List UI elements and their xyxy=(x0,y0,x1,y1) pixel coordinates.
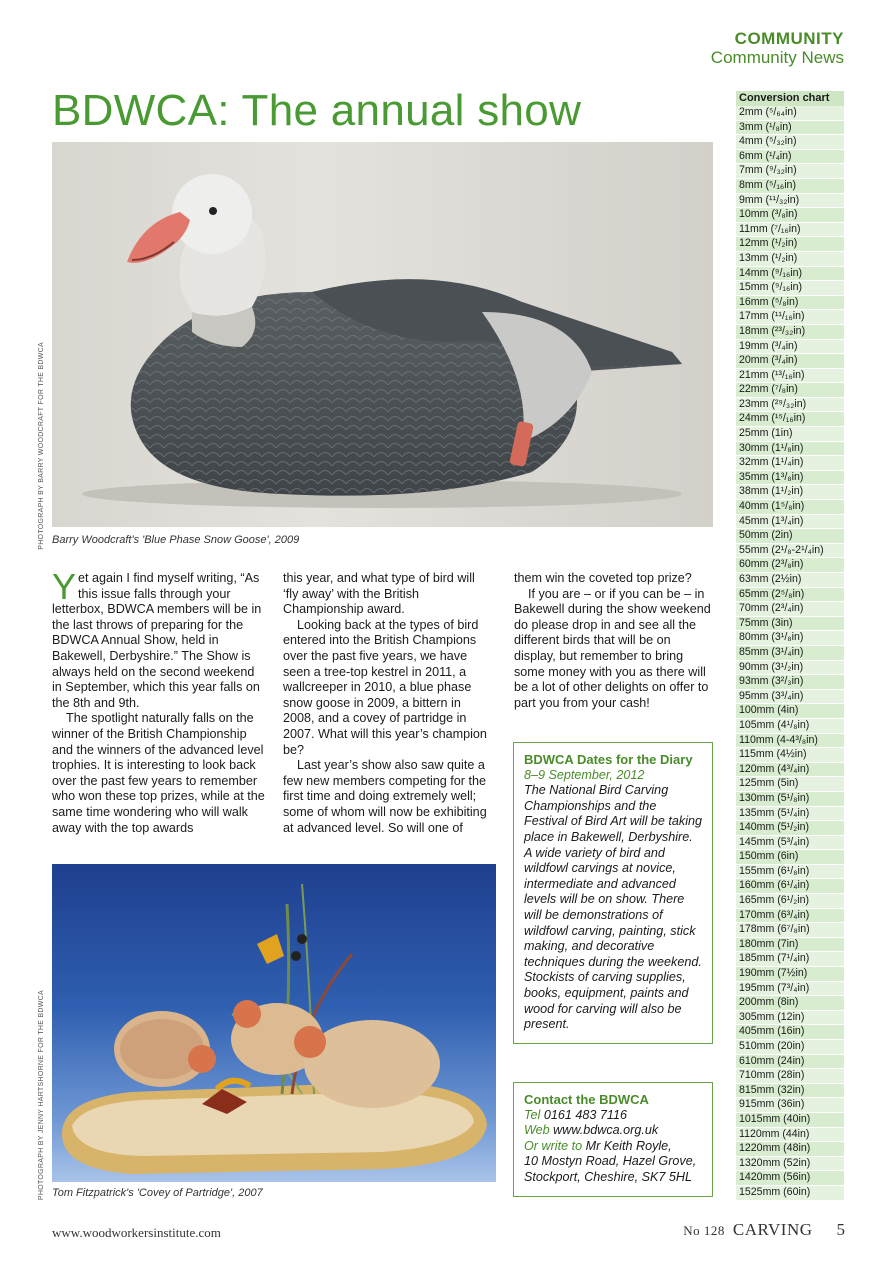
write-label: Or write to xyxy=(524,1138,583,1153)
conversion-row: 1120mm (44in) xyxy=(736,1128,844,1143)
conversion-row: 178mm (6⁷/₈in) xyxy=(736,923,844,938)
snow-goose-illustration xyxy=(52,142,713,527)
address-line-1: Mr Keith Royle, xyxy=(585,1138,672,1153)
conversion-row: 35mm (1³/₈in) xyxy=(736,471,844,486)
conversion-row: 22mm (⁷/₈in) xyxy=(736,383,844,398)
article-p1: et again I find myself writing, “As this issue falls through your letterbox, BDWCA members will be in the last throws of preparing for the BDWCA Annual Show, held in Bakewell, Derbyshire.” The Show is always held on the second weekend in September, which this year falls on the 8th and 9th. xyxy=(52,571,262,710)
conversion-row: 185mm (7¹/₄in) xyxy=(736,952,844,967)
article-p4: Looking back at the types of bird entered into the British Champions over the past five years, we have seen a tree-top kestrel in 2011, a wallcreeper in 2010, a blue phase snow goose in 2009, a bittern in 2008, and a covey of partridge in 2007. What will this year’s champion be? xyxy=(283,617,487,757)
issue-number: No 128 xyxy=(683,1223,725,1238)
section-header xyxy=(711,30,844,68)
conversion-row: 130mm (5¹/₈in) xyxy=(736,792,844,807)
conversion-chart xyxy=(736,91,844,1201)
conversion-row: 7mm (⁹/₃₂in) xyxy=(736,164,844,179)
article-col-2 xyxy=(283,571,489,836)
conversion-row: 93mm (3²/₃in) xyxy=(736,675,844,690)
conversion-row: 815mm (32in) xyxy=(736,1084,844,1099)
conversion-row: 6mm (¹/₄in) xyxy=(736,150,844,165)
photo-credit-goose: PHOTOGRAPH BY BARRY WOODCRAFT FOR THE BDWCA xyxy=(38,342,45,550)
conversion-row: 95mm (3³/₄in) xyxy=(736,690,844,705)
contact-box xyxy=(513,1082,713,1197)
conversion-row: 14mm (⁹/₁₆in) xyxy=(736,267,844,282)
article-col-3 xyxy=(514,571,714,711)
photo-credit-partridge: PHOTOGRAPH BY JENNY HARTSHORNE FOR THE BDWCA xyxy=(38,990,45,1201)
conversion-row: 405mm (16in) xyxy=(736,1025,844,1040)
article-p6: them win the coveted top prize? xyxy=(514,571,692,585)
article-col-1 xyxy=(52,566,265,836)
conversion-row: 9mm (¹¹/₃₂in) xyxy=(736,194,844,209)
conversion-row: 85mm (3¹/₄in) xyxy=(736,646,844,661)
conversion-row: 21mm (¹³/₁₆in) xyxy=(736,369,844,384)
conversion-row: 12mm (¹/₂in) xyxy=(736,237,844,252)
conversion-row: 165mm (6¹/₂in) xyxy=(736,894,844,909)
tel-label: Tel xyxy=(524,1107,541,1122)
footer-url: www.woodworkersinstitute.com xyxy=(52,1225,221,1240)
section-label: COMMUNITY xyxy=(734,29,844,48)
conversion-row: 55mm (2¹/₈-2¹/₄in) xyxy=(736,544,844,559)
conversion-row: 80mm (3¹/₈in) xyxy=(736,631,844,646)
diary-body: The National Bird Carving Championships and the Festival of Bird Art will be taking place in Bakewell, Derbyshire. A wide variety of bird and wildfowl carvings at novice, intermediate and advanced levels will be on show. There will be demonstrations of wildfowl carving, painting, stick making, and decorative techniques during the weekend. Stockists of carving supplies, books, equipment, paints and wood for carving will also be present. xyxy=(524,783,703,1032)
partridge-illustration xyxy=(52,864,496,1182)
conversion-row: 710mm (28in) xyxy=(736,1069,844,1084)
conversion-row: 190mm (7½in) xyxy=(736,967,844,982)
photo-partridge xyxy=(52,864,496,1182)
page-number: 5 xyxy=(836,1220,845,1239)
conversion-row: 8mm (⁵/₁₆in) xyxy=(736,179,844,194)
conversion-row: 23mm (²⁹/₃₂in) xyxy=(736,398,844,413)
section-sub: Community News xyxy=(710,48,844,67)
tel-value: 0161 483 7116 xyxy=(543,1107,627,1122)
conversion-row: 24mm (¹⁵/₁₆in) xyxy=(736,412,844,427)
web-label: Web xyxy=(524,1123,550,1138)
conversion-row: 2mm (⁵/₆₄in) xyxy=(736,106,844,121)
conversion-row: 155mm (6¹/₈in) xyxy=(736,865,844,880)
caption-goose: Barry Woodcraft's 'Blue Phase Snow Goose', 2009 xyxy=(52,534,300,546)
conversion-row: 125mm (5in) xyxy=(736,777,844,792)
conversion-row: 15mm (⁹/₁₆in) xyxy=(736,281,844,296)
diary-heading: BDWCA Dates for the Diary xyxy=(524,752,693,767)
conversion-row: 1420mm (56in) xyxy=(736,1171,844,1186)
address-line-3: Stockport, Cheshire, SK7 5HL xyxy=(524,1169,692,1184)
article-p3: this year, and what type of bird will ‘fly away’ with the British Championship award. xyxy=(283,571,475,617)
conversion-row: 510mm (20in) xyxy=(736,1040,844,1055)
conversion-row: 19mm (³/₄in) xyxy=(736,340,844,355)
conversion-row: 65mm (2⁵/₈in) xyxy=(736,588,844,603)
drop-cap: Y xyxy=(52,566,77,607)
conversion-row: 60mm (2³/₈in) xyxy=(736,558,844,573)
conversion-row: 40mm (1⁵/₈in) xyxy=(736,500,844,515)
conversion-row: 1320mm (52in) xyxy=(736,1157,844,1172)
conversion-row: 180mm (7in) xyxy=(736,938,844,953)
conversion-rows xyxy=(736,106,844,1201)
conversion-row: 305mm (12in) xyxy=(736,1011,844,1026)
conversion-row: 32mm (1¹/₄in) xyxy=(736,456,844,471)
conversion-row: 3mm (¹/₈in) xyxy=(736,121,844,136)
conversion-row: 13mm (¹/₂in) xyxy=(736,252,844,267)
conversion-row: 38mm (1¹/₂in) xyxy=(736,485,844,500)
conversion-row: 115mm (4½in) xyxy=(736,748,844,763)
conversion-row: 120mm (4³/₄in) xyxy=(736,763,844,778)
conversion-row: 50mm (2in) xyxy=(736,529,844,544)
conversion-row: 160mm (6¹/₄in) xyxy=(736,879,844,894)
conversion-row: 10mm (³/₈in) xyxy=(736,208,844,223)
conversion-row: 75mm (3in) xyxy=(736,617,844,632)
article-p2: The spotlight naturally falls on the winner of the British Championship and the winners of the advanced level trophies. It is interesting to look back over the past few years to remember who won these top prizes, while at the same time wondering who will walk away with the top awards xyxy=(52,711,265,835)
conversion-row: 150mm (6in) xyxy=(736,850,844,865)
conversion-row: 20mm (³/₄in) xyxy=(736,354,844,369)
conversion-row: 610mm (24in) xyxy=(736,1055,844,1070)
conversion-row: 45mm (1³/₄in) xyxy=(736,515,844,530)
conversion-row: 18mm (²³/₃₂in) xyxy=(736,325,844,340)
magazine-name: CARVING xyxy=(732,1220,813,1239)
article-p5: Last year’s show also saw quite a few new members competing for the first time and doing extremely well; some of whom will now be exhibiting at advanced level. So will one of xyxy=(283,758,487,835)
photo-snow-goose xyxy=(52,142,713,527)
conversion-row: 110mm (4-4³/₈in) xyxy=(736,734,844,749)
footer-right xyxy=(683,1220,845,1240)
conversion-row: 915mm (36in) xyxy=(736,1098,844,1113)
conversion-row: 17mm (¹¹/₁₆in) xyxy=(736,310,844,325)
conversion-row: 145mm (5³/₄in) xyxy=(736,836,844,851)
conversion-row: 90mm (3¹/₂in) xyxy=(736,661,844,676)
web-value: www.bdwca.org.uk xyxy=(553,1123,659,1138)
conversion-row: 1015mm (40in) xyxy=(736,1113,844,1128)
conversion-row: 63mm (2½in) xyxy=(736,573,844,588)
contact-heading: Contact the BDWCA xyxy=(524,1092,649,1107)
conversion-row: 11mm (⁷/₁₆in) xyxy=(736,223,844,238)
conversion-row: 30mm (1¹/₈in) xyxy=(736,442,844,457)
article-p7: If you are – or if you can be – in Bakewell during the show weekend do please drop in and see all the different birds that will be on display, but remember to bring some money with you as there will be a lot of other delights on offer to part you from your cash! xyxy=(514,586,711,710)
conversion-row: 140mm (5¹/₂in) xyxy=(736,821,844,836)
conversion-row: 1525mm (60in) xyxy=(736,1186,844,1201)
conversion-row: 70mm (2³/₄in) xyxy=(736,602,844,617)
conversion-row: 16mm (⁵/₈in) xyxy=(736,296,844,311)
conversion-row: 100mm (4in) xyxy=(736,704,844,719)
conversion-row: 1220mm (48in) xyxy=(736,1142,844,1157)
page-title: BDWCA: The annual show xyxy=(52,86,582,135)
diary-box xyxy=(513,742,713,1044)
conversion-row: 4mm (⁵/₃₂in) xyxy=(736,135,844,150)
address-line-2: 10 Mostyn Road, Hazel Grove, xyxy=(524,1154,697,1169)
caption-partridge: Tom Fitzpatrick's 'Covey of Partridge', 2007 xyxy=(52,1187,263,1199)
conversion-row: 200mm (8in) xyxy=(736,996,844,1011)
diary-date: 8–9 September, 2012 xyxy=(524,767,645,782)
conversion-row: 195mm (7³/₄in) xyxy=(736,982,844,997)
conversion-row: 170mm (6³/₄in) xyxy=(736,909,844,924)
conversion-heading: Conversion chart xyxy=(736,91,844,106)
conversion-row: 135mm (5¹/₄in) xyxy=(736,807,844,822)
conversion-row: 25mm (1in) xyxy=(736,427,844,442)
conversion-row: 105mm (4¹/₈in) xyxy=(736,719,844,734)
